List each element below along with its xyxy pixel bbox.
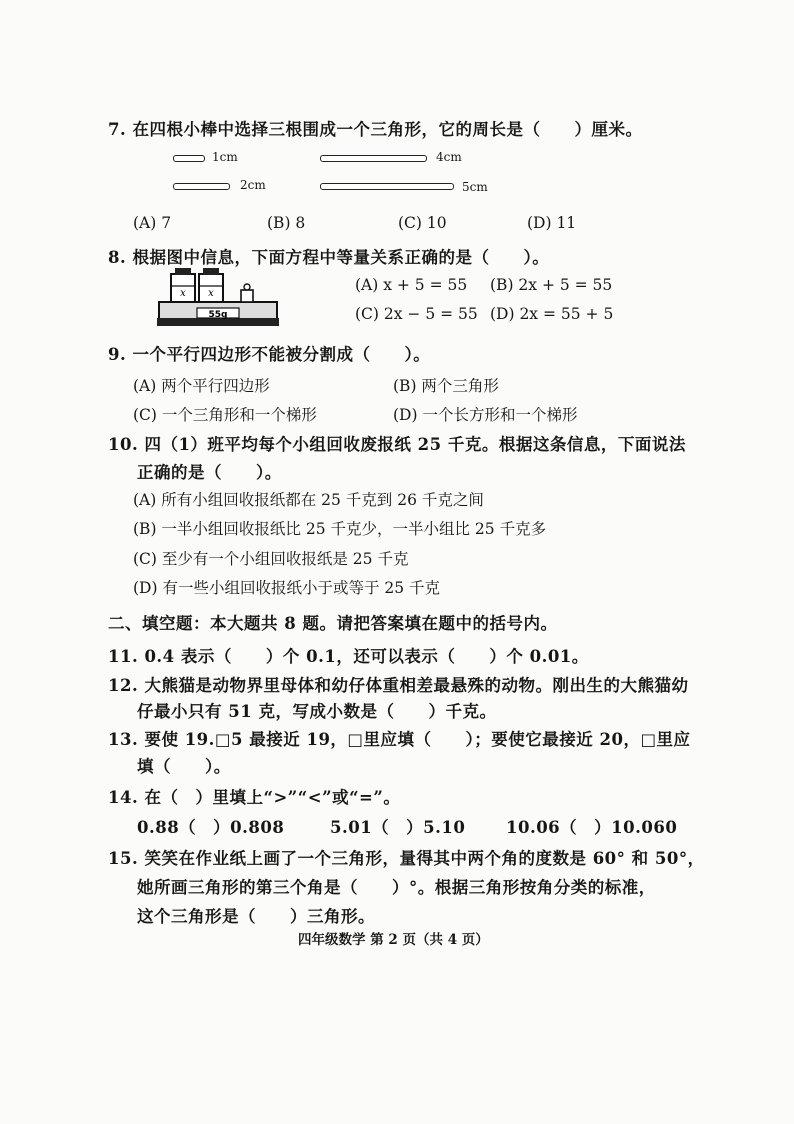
q7-option-b: (B) 8 [267, 214, 306, 232]
stick-4cm [320, 155, 427, 162]
q14-stem: 14. 在（ ）里填上“>”“<”或“=”。 [108, 788, 401, 807]
q8-stem: 8. 根据图中信息，下面方程中等量关系正确的是（ ）。 [108, 248, 550, 267]
stick-label-5cm: 5cm [462, 180, 488, 194]
q12-line1: 12. 大熊猫是动物界里母体和幼仔体重相差最悬殊的动物。刚出生的大熊猫幼 [108, 676, 689, 695]
balance-scale-figure [157, 266, 279, 330]
q12-line2: 仔最小只有 51 克，写成小数是（ ）千克。 [137, 702, 497, 721]
page-footer: 四年级数学 第 2 页（共 4 页） [298, 932, 489, 948]
q7-option-d: (D) 11 [527, 214, 577, 232]
stick-label-2cm: 2cm [240, 178, 266, 192]
q14-item-1: 0.88（ ）0.808 [137, 818, 285, 837]
q9-option-a: (A) 两个平行四边形 [133, 377, 270, 395]
q9-option-c: (C) 一个三角形和一个梯形 [133, 406, 317, 424]
q10-stem-line2: 正确的是（ ）。 [137, 463, 282, 482]
q10-option-c: (C) 至少有一个小组回收报纸是 25 千克 [133, 550, 409, 568]
q8-option-a: (A) x + 5 = 55 [355, 276, 468, 294]
section2-heading: 二、填空题：本大题共 8 题。请把答案填在题中的括号内。 [108, 614, 558, 633]
stick-1cm [173, 155, 205, 162]
jar-1-label: x [180, 288, 186, 299]
small-weight [241, 284, 253, 302]
q10-stem-line1: 10. 四（1）班平均每个小组回收废报纸 25 千克。根据这条信息，下面说法 [108, 435, 686, 454]
stick-label-1cm: 1cm [212, 150, 238, 164]
jar-2-label: x [208, 288, 214, 299]
q15-line3: 这个三角形是（ ）三角形。 [137, 907, 375, 926]
q9-option-d: (D) 一个长方形和一个梯形 [393, 406, 578, 424]
stick-label-4cm: 4cm [436, 150, 462, 164]
q8-option-b: (B) 2x + 5 = 55 [490, 276, 613, 294]
q14-item-2: 5.01（ ）5.10 [330, 818, 466, 837]
q10-option-a: (A) 所有小组回收报纸都在 25 千克到 26 千克之间 [133, 491, 484, 509]
scale-weight-label: 55g [208, 310, 228, 320]
q7-option-a: (A) 7 [133, 214, 172, 232]
q13-line1: 13. 要使 19.□5 最接近 19，□里应填（ ）；要使它最接近 20，□里应 [108, 730, 691, 749]
q11-text: 11. 0.4 表示（ ）个 0.1，还可以表示（ ）个 0.01。 [108, 647, 589, 666]
q13-line2: 填（ ）。 [137, 757, 231, 776]
stick-2cm [173, 183, 230, 190]
q7-stem: 7. 在四根小棒中选择三根围成一个三角形，它的周长是（ ）厘米。 [108, 120, 643, 139]
q8-option-d: (D) 2x = 55 + 5 [490, 305, 614, 323]
q8-option-c: (C) 2x − 5 = 55 [355, 305, 478, 323]
q9-stem: 9. 一个平行四边形不能被分割成（ ）。 [108, 345, 431, 364]
q10-option-b: (B) 一半小组回收报纸比 25 千克少，一半小组比 25 千克多 [133, 520, 547, 538]
q14-item-3: 10.06（ ）10.060 [506, 818, 678, 837]
q15-line2: 她所画三角形的第三个角是（ ）°。根据三角形按角分类的标准， [137, 878, 656, 897]
stick-5cm [320, 183, 454, 190]
q7-option-c: (C) 10 [398, 214, 447, 232]
q15-line1: 15. 笑笑在作业纸上画了一个三角形，量得其中两个角的度数是 60° 和 50°， [108, 849, 705, 868]
q9-option-b: (B) 两个三角形 [393, 377, 499, 395]
q10-option-d: (D) 有一些小组回收报纸小于或等于 25 千克 [133, 579, 441, 597]
